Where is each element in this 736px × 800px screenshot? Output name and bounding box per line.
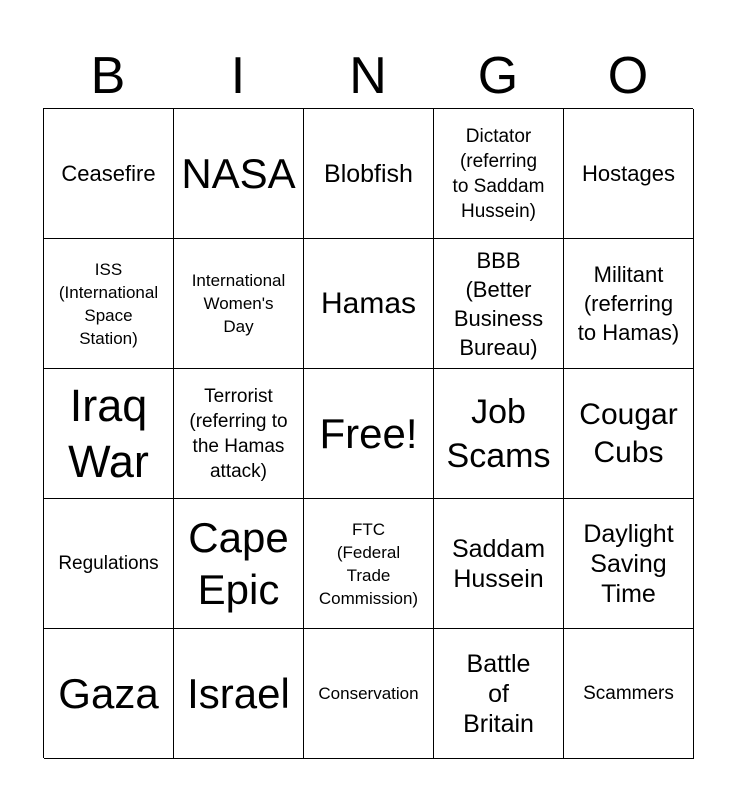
cell-text: NASA <box>181 149 296 197</box>
cell-text: Dictator (referring to Saddam Hussein) <box>452 125 545 222</box>
header-letter-o: O <box>607 47 649 105</box>
bingo-cell[interactable] <box>304 499 434 629</box>
bingo-cell[interactable] <box>304 109 434 239</box>
cell-text: Ceasefire <box>61 161 156 186</box>
header-letter-b: B <box>90 47 126 105</box>
bingo-header <box>43 44 693 108</box>
bingo-cell[interactable] <box>174 369 304 499</box>
cell-text: Conservation <box>318 684 419 703</box>
cell-text: Gaza <box>58 669 159 717</box>
cell-text: FTC (Federal Trade Commission) <box>318 519 419 608</box>
bingo-cell[interactable] <box>434 369 564 499</box>
bingo-cell[interactable] <box>434 629 564 759</box>
bingo-cell[interactable] <box>564 499 694 629</box>
cell-text: Hamas <box>320 286 417 320</box>
cell-text: Job Scams <box>446 392 551 475</box>
cell-text: Militant (referring to Hamas) <box>577 262 680 345</box>
bingo-cell[interactable] <box>304 239 434 369</box>
bingo-cell[interactable] <box>434 109 564 239</box>
cell-text: BBB (Better Business Bureau) <box>453 247 544 360</box>
cell-text: Terrorist (referring to the Hamas attack) <box>189 385 288 482</box>
header-letter-i: I <box>230 47 246 105</box>
bingo-cell[interactable] <box>174 629 304 759</box>
cell-text: Hostages <box>582 161 675 186</box>
cell-text: Cougar Cubs <box>579 397 678 469</box>
bingo-cell[interactable] <box>44 239 174 369</box>
bingo-cell[interactable] <box>564 239 694 369</box>
cell-text: ISS (International Space Station) <box>58 259 159 348</box>
bingo-cell[interactable] <box>434 499 564 629</box>
cell-text: Scammers <box>583 683 674 704</box>
bingo-cell[interactable] <box>564 369 694 499</box>
free-space-text: Free! <box>319 409 418 457</box>
header-letter-g: G <box>477 47 519 105</box>
bingo-cell[interactable] <box>44 499 174 629</box>
bingo-cell[interactable] <box>44 109 174 239</box>
bingo-cell[interactable] <box>434 239 564 369</box>
free-space-cell[interactable] <box>304 369 434 499</box>
bingo-cell[interactable] <box>44 369 174 499</box>
cell-text: Cape Epic <box>188 513 289 613</box>
header-letter-n: N <box>349 47 387 105</box>
bingo-cell[interactable] <box>174 499 304 629</box>
cell-text: Daylight Saving Time <box>583 519 674 608</box>
bingo-cell[interactable] <box>564 109 694 239</box>
cell-text: Israel <box>187 669 290 717</box>
cell-text: Battle of Britain <box>463 649 534 738</box>
bingo-cell[interactable] <box>174 239 304 369</box>
cell-text: Saddam Hussein <box>451 534 546 593</box>
bingo-grid <box>43 108 693 758</box>
bingo-cell[interactable] <box>564 629 694 759</box>
cell-text: Blobfish <box>324 159 413 188</box>
bingo-cell[interactable] <box>174 109 304 239</box>
cell-text: Regulations <box>58 553 159 574</box>
cell-text: Iraq War <box>68 379 149 487</box>
cell-text: International Women's Day <box>191 271 286 336</box>
bingo-cell[interactable] <box>304 629 434 759</box>
bingo-cell[interactable] <box>44 629 174 759</box>
